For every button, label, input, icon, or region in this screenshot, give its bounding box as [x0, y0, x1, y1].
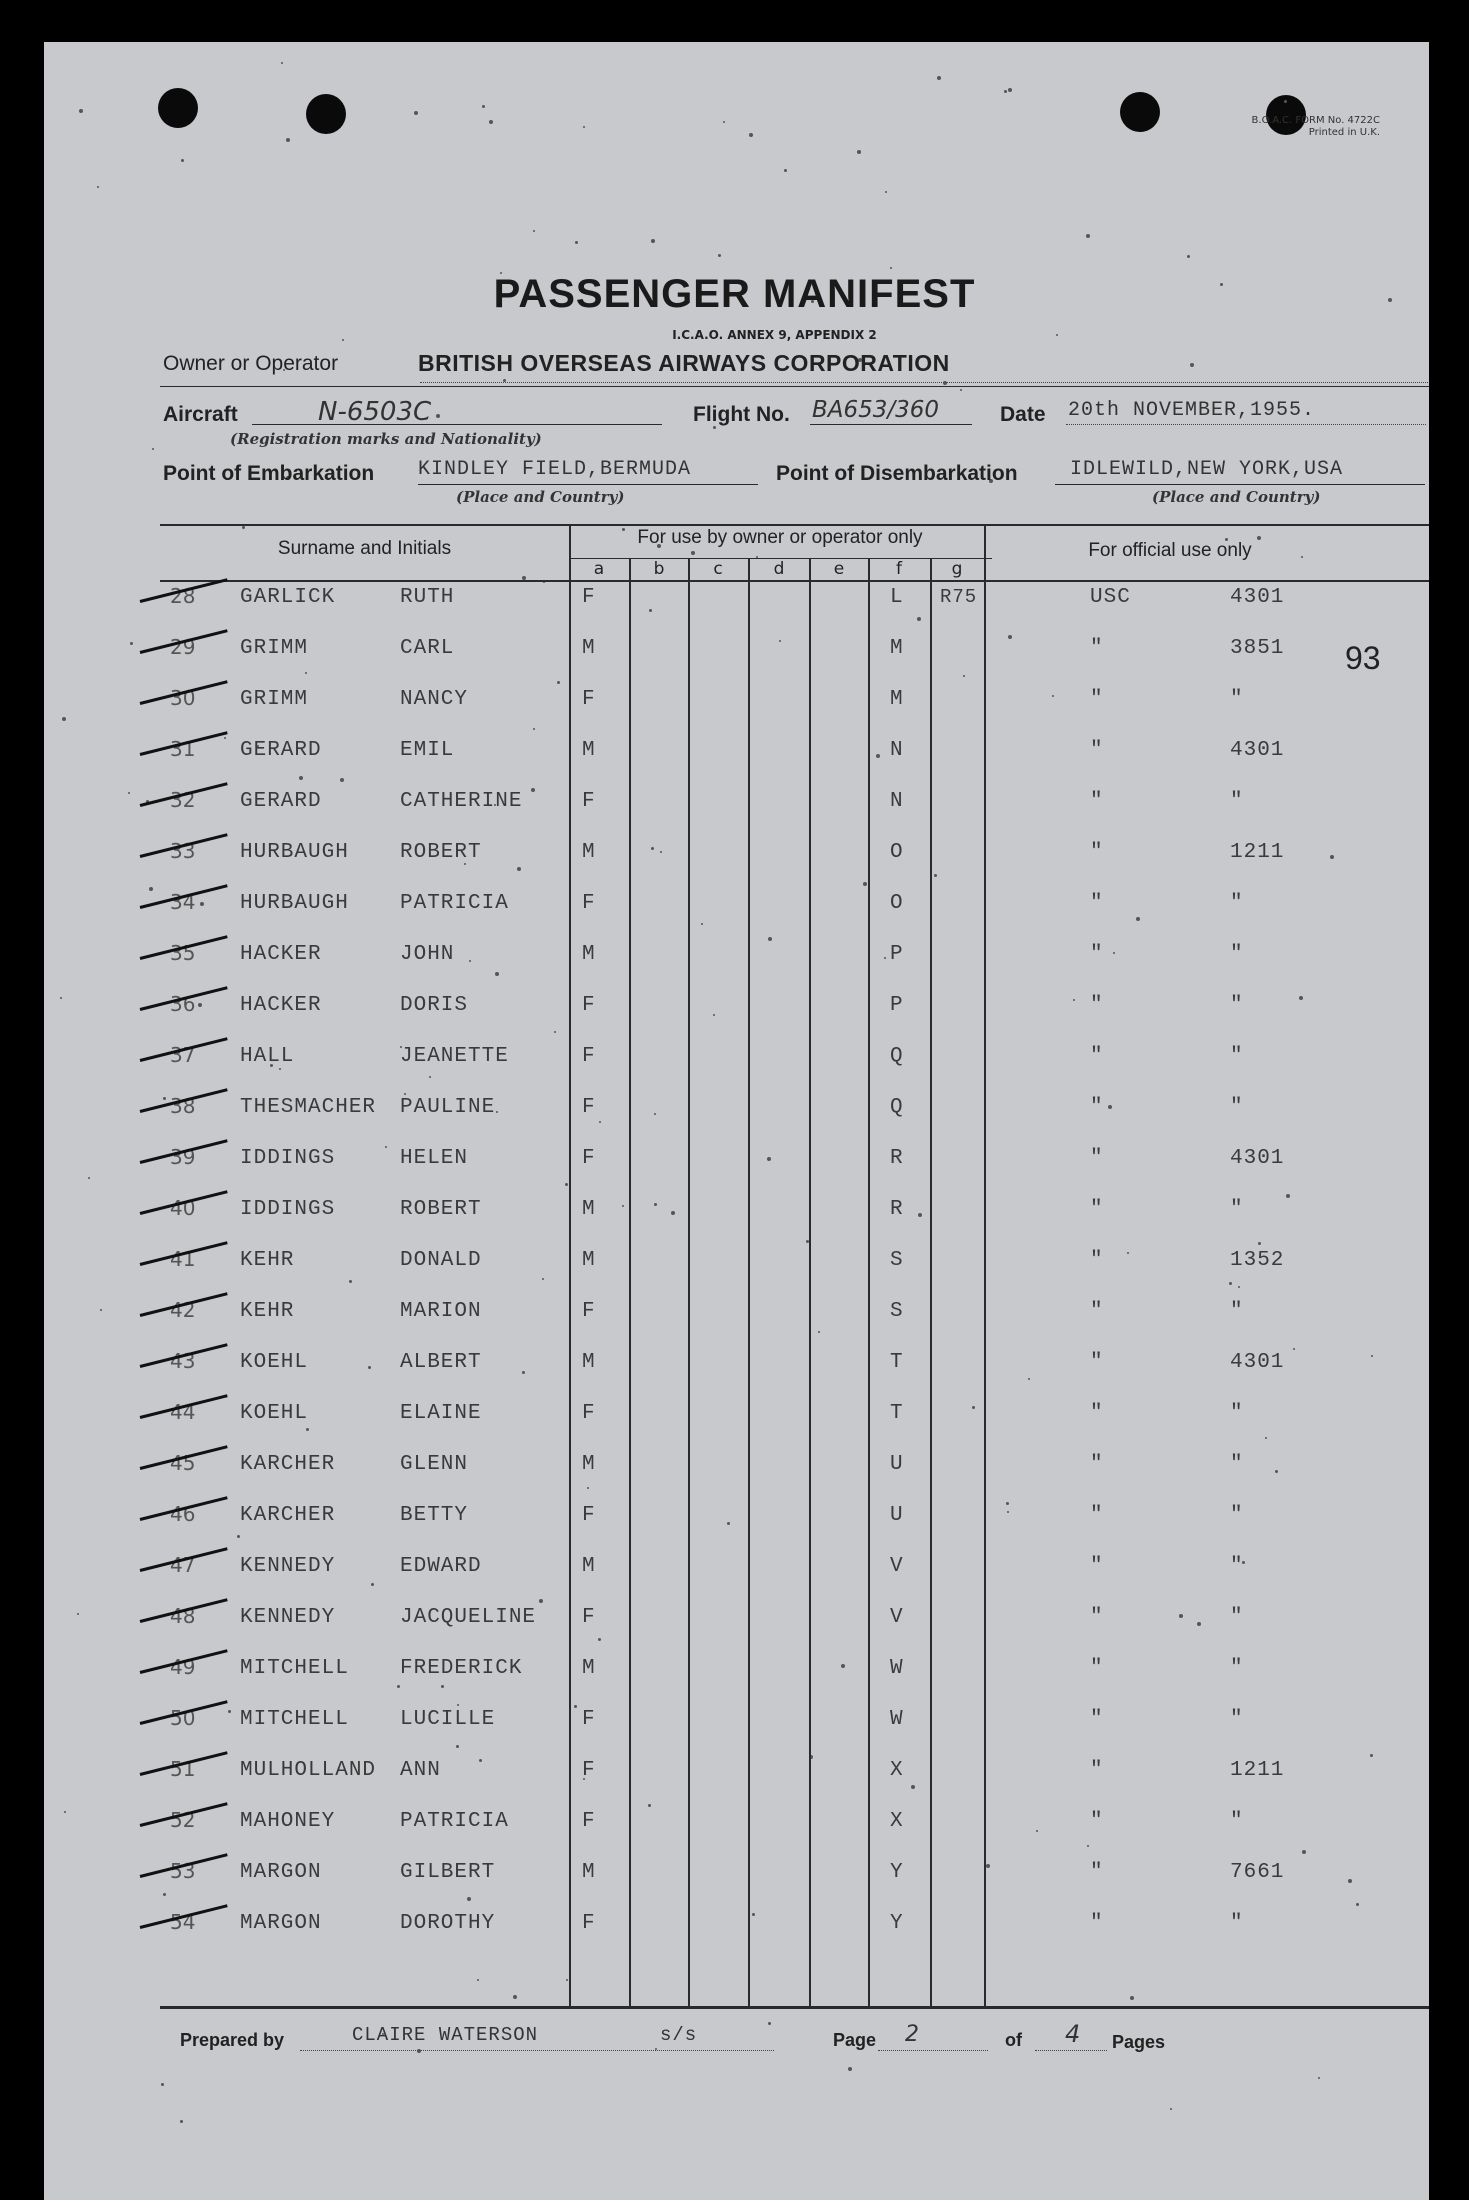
- passenger-group: Y: [890, 1861, 904, 1884]
- passenger-group: L: [890, 586, 904, 609]
- passenger-first-name: ELAINE: [400, 1402, 482, 1425]
- owner-rule: [420, 382, 1428, 383]
- table-head-rule: [160, 580, 1429, 582]
- passenger-sex: F: [582, 1810, 596, 1833]
- passenger-surname: KEHR: [240, 1249, 295, 1272]
- passenger-first-name: LUCILLE: [400, 1708, 496, 1731]
- official-number: ": [1230, 1657, 1244, 1680]
- passenger-number: 47: [170, 1553, 196, 1577]
- passenger-sex: F: [582, 688, 596, 711]
- passenger-group: T: [890, 1402, 904, 1425]
- official-code: ": [1090, 1759, 1104, 1782]
- embark-note: (Place and Country): [456, 488, 625, 506]
- passenger-sex: M: [582, 1657, 596, 1680]
- official-number: 1211: [1230, 841, 1285, 864]
- official-number: 4301: [1230, 739, 1285, 762]
- passenger-first-name: HELEN: [400, 1147, 469, 1170]
- passenger-group: Q: [890, 1096, 904, 1119]
- passenger-group: S: [890, 1300, 904, 1323]
- passenger-group: N: [890, 790, 904, 813]
- passenger-group: P: [890, 943, 904, 966]
- aircraft-note: (Registration marks and Nationality): [230, 430, 542, 448]
- pages-label: Pages: [1112, 2032, 1166, 2052]
- passenger-group: W: [890, 1657, 904, 1680]
- passenger-surname: MULHOLLAND: [240, 1759, 377, 1782]
- passenger-group: Q: [890, 1045, 904, 1068]
- passenger-sex: M: [582, 1861, 596, 1884]
- official-code: ": [1090, 892, 1104, 915]
- table-row: [0, 1759, 1469, 1799]
- passenger-sex: F: [582, 1096, 596, 1119]
- passenger-sex: F: [582, 1147, 596, 1170]
- official-code: ": [1090, 841, 1104, 864]
- paper-speck: [1190, 363, 1194, 367]
- flight-value: BA653/360: [812, 397, 940, 423]
- passenger-sex: F: [582, 1759, 596, 1782]
- passenger-first-name: PATRICIA: [400, 892, 509, 915]
- paper-speck: [1356, 1903, 1359, 1906]
- passenger-first-name: DORIS: [400, 994, 469, 1017]
- table-row: [0, 1147, 1469, 1187]
- passenger-sex: F: [582, 892, 596, 915]
- owner-label: Owner or Operator: [163, 352, 339, 375]
- official-number: ": [1230, 790, 1244, 813]
- table-row: [0, 1096, 1469, 1136]
- passenger-number: 35: [170, 941, 196, 965]
- embark-rule: [418, 484, 758, 485]
- passenger-sex: F: [582, 1504, 596, 1527]
- col-head-d: d: [773, 559, 785, 579]
- passenger-sex: M: [582, 1198, 596, 1221]
- paper-speck: [97, 186, 99, 188]
- official-number: 3851: [1230, 637, 1285, 660]
- official-code: ": [1090, 1402, 1104, 1425]
- passenger-number: 34: [170, 890, 196, 914]
- passenger-surname: GRIMM: [240, 688, 309, 711]
- passenger-group: V: [890, 1555, 904, 1578]
- aircraft-value: N-6503C: [318, 397, 432, 427]
- page-title: PASSENGER MANIFEST: [493, 272, 976, 316]
- passenger-surname: HURBAUGH: [240, 892, 349, 915]
- paper-speck: [1008, 88, 1012, 92]
- disembark-value: IDLEWILD,NEW YORK,USA: [1070, 458, 1344, 481]
- passenger-number: 42: [170, 1298, 196, 1322]
- paper-speck: [181, 159, 184, 162]
- passenger-number: 33: [170, 839, 196, 863]
- passenger-first-name: JEANETTE: [400, 1045, 509, 1068]
- passenger-first-name: ANN: [400, 1759, 441, 1782]
- col-head-c: c: [713, 559, 723, 579]
- page-rule: [878, 2050, 988, 2051]
- official-code: ": [1090, 1096, 1104, 1119]
- official-code: ": [1090, 688, 1104, 711]
- passenger-first-name: EDWARD: [400, 1555, 482, 1578]
- official-code: ": [1090, 1606, 1104, 1629]
- passenger-number: 43: [170, 1349, 196, 1373]
- passenger-surname: MAHONEY: [240, 1810, 336, 1833]
- official-code: ": [1090, 1555, 1104, 1578]
- official-code: ": [1090, 739, 1104, 762]
- of-label: of: [1005, 2030, 1022, 2050]
- passenger-sex: F: [582, 1402, 596, 1425]
- official-code: ": [1090, 1198, 1104, 1221]
- prepared-value: CLAIRE WATERSON: [352, 2024, 539, 2046]
- passenger-sex: F: [582, 1300, 596, 1323]
- official-code: ": [1090, 1810, 1104, 1833]
- page-label: Page: [833, 2030, 877, 2050]
- passenger-number: 36: [170, 992, 196, 1016]
- paper-speck: [768, 937, 772, 941]
- embark-label: Point of Embarkation: [163, 462, 375, 485]
- passenger-group: M: [890, 688, 904, 711]
- passenger-first-name: ROBERT: [400, 1198, 482, 1221]
- page-value: 2: [905, 2022, 919, 2047]
- paper-speck: [768, 2022, 771, 2025]
- passenger-group: R: [890, 1198, 904, 1221]
- col-head-f: f: [896, 559, 902, 579]
- official-number: ": [1230, 1453, 1244, 1476]
- paper-speck: [1302, 1850, 1306, 1854]
- official-number: 4301: [1230, 1147, 1285, 1170]
- passenger-surname: GRIMM: [240, 637, 309, 660]
- passenger-first-name: GILBERT: [400, 1861, 496, 1884]
- passenger-first-name: CARL: [400, 637, 455, 660]
- table-row: [0, 1198, 1469, 1238]
- official-code: ": [1090, 1147, 1104, 1170]
- passenger-number: 28: [170, 584, 196, 608]
- official-number: ": [1230, 1198, 1244, 1221]
- table-row: [0, 586, 1469, 626]
- of-rule: [1035, 2050, 1107, 2051]
- passenger-number: 31: [170, 737, 196, 761]
- official-number: ": [1230, 943, 1244, 966]
- official-number: ": [1230, 1810, 1244, 1833]
- aircraft-rule: [252, 424, 662, 425]
- passenger-number: 40: [170, 1196, 196, 1220]
- paper-speck: [885, 191, 887, 193]
- paper-speck: [566, 1979, 568, 1981]
- passenger-surname: HACKER: [240, 994, 322, 1017]
- paper-speck: [79, 109, 83, 113]
- of-value: 4: [1065, 2020, 1081, 2048]
- official-code: ": [1090, 1300, 1104, 1323]
- passenger-sex: F: [582, 994, 596, 1017]
- passenger-sex: M: [582, 637, 596, 660]
- passenger-group: M: [890, 637, 904, 660]
- passenger-sex: M: [582, 739, 596, 762]
- passenger-group: X: [890, 1810, 904, 1833]
- passenger-sex: F: [582, 1045, 596, 1068]
- paper-speck: [513, 1995, 517, 1999]
- passenger-number: 54: [170, 1910, 196, 1934]
- date-value: 20th NOVEMBER,1955.: [1068, 399, 1316, 422]
- date-rule: [1066, 424, 1426, 425]
- passenger-surname: KOEHL: [240, 1402, 309, 1425]
- aircraft-label: Aircraft: [163, 403, 238, 426]
- paper-speck: [242, 526, 245, 529]
- passenger-sex: M: [582, 1555, 596, 1578]
- disembark-note: (Place and Country): [1152, 488, 1321, 506]
- table-row: [0, 1606, 1469, 1646]
- passenger-surname: KOEHL: [240, 1351, 309, 1374]
- official-code: ": [1090, 943, 1104, 966]
- punch-hole-icon: [1120, 92, 1160, 132]
- passenger-first-name: FREDERICK: [400, 1657, 523, 1680]
- official-number: ": [1230, 994, 1244, 1017]
- table-row: [0, 1504, 1469, 1544]
- passenger-first-name: ROBERT: [400, 841, 482, 864]
- table-row: [0, 688, 1469, 728]
- col-head-b: b: [653, 559, 665, 579]
- official-number: ": [1230, 1300, 1244, 1323]
- official-number: ": [1230, 1912, 1244, 1935]
- table-bottom-rule: [160, 2006, 1429, 2009]
- official-code: ": [1090, 1351, 1104, 1374]
- passenger-first-name: MARION: [400, 1300, 482, 1323]
- paper-speck: [539, 1599, 543, 1603]
- passenger-group: U: [890, 1453, 904, 1476]
- passenger-group: S: [890, 1249, 904, 1272]
- passenger-surname: KARCHER: [240, 1504, 336, 1527]
- prepared-suffix: s/s: [660, 2024, 698, 2046]
- official-code: USC: [1090, 586, 1131, 609]
- passenger-group: O: [890, 892, 904, 915]
- prepared-rule: [300, 2050, 774, 2051]
- table-row: [0, 1657, 1469, 1697]
- passenger-group: T: [890, 1351, 904, 1374]
- margin-note: 93: [1345, 640, 1381, 676]
- official-number: ": [1230, 1555, 1244, 1578]
- official-code: ": [1090, 1861, 1104, 1884]
- official-number: 1211: [1230, 1759, 1285, 1782]
- paper-speck: [1370, 1754, 1373, 1757]
- passenger-group: N: [890, 739, 904, 762]
- official-code: ": [1090, 637, 1104, 660]
- col-head-a: a: [593, 559, 605, 579]
- passenger-surname: THESMACHER: [240, 1096, 377, 1119]
- table-row: [0, 892, 1469, 932]
- paper-speck: [691, 551, 695, 555]
- col-head-surname: Surname and Initials: [277, 538, 452, 559]
- passenger-sex: F: [582, 1606, 596, 1629]
- passenger-surname: MARGON: [240, 1912, 322, 1935]
- passenger-surname: HURBAUGH: [240, 841, 349, 864]
- passenger-first-name: ALBERT: [400, 1351, 482, 1374]
- passenger-surname: KENNEDY: [240, 1555, 336, 1578]
- passenger-surname: GARLICK: [240, 586, 336, 609]
- table-row: [0, 1402, 1469, 1442]
- table-row: [0, 790, 1469, 830]
- table-row: [0, 994, 1469, 1034]
- form-printed-line: Printed in U.K.: [1308, 127, 1380, 138]
- official-code: ": [1090, 1708, 1104, 1731]
- passenger-group: U: [890, 1504, 904, 1527]
- passenger-sex: F: [582, 790, 596, 813]
- passenger-surname: IDDINGS: [240, 1147, 336, 1170]
- passenger-number: 30: [170, 686, 196, 710]
- passenger-surname: KENNEDY: [240, 1606, 336, 1629]
- date-label: Date: [1000, 403, 1046, 426]
- passenger-number: 50: [170, 1706, 196, 1730]
- passenger-surname: KARCHER: [240, 1453, 336, 1476]
- passenger-surname: GERARD: [240, 790, 322, 813]
- paper-speck: [152, 448, 154, 450]
- passenger-first-name: DOROTHY: [400, 1912, 496, 1935]
- passenger-number: 38: [170, 1094, 196, 1118]
- official-code: ": [1090, 1657, 1104, 1680]
- table-row: [0, 637, 1469, 677]
- paper-speck: [286, 138, 290, 142]
- official-code: ": [1090, 1912, 1104, 1935]
- disembark-rule: [1055, 484, 1425, 485]
- passenger-group: R: [890, 1147, 904, 1170]
- passenger-sex: F: [582, 1912, 596, 1935]
- official-number: ": [1230, 892, 1244, 915]
- passenger-surname: HALL: [240, 1045, 295, 1068]
- official-number: 7661: [1230, 1861, 1285, 1884]
- passenger-number: 52: [170, 1808, 196, 1832]
- official-number: ": [1230, 1708, 1244, 1731]
- table-row: [0, 1453, 1469, 1493]
- passenger-group: W: [890, 1708, 904, 1731]
- passenger-sex: M: [582, 1453, 596, 1476]
- col-head-e: e: [833, 559, 845, 579]
- prepared-label: Prepared by: [180, 2030, 285, 2050]
- passenger-surname: GERARD: [240, 739, 322, 762]
- official-number: ": [1230, 1096, 1244, 1119]
- official-number: ": [1230, 1045, 1244, 1068]
- passenger-sex: M: [582, 1249, 596, 1272]
- passenger-first-name: NANCY: [400, 688, 469, 711]
- official-number: 1352: [1230, 1249, 1285, 1272]
- official-code: ": [1090, 994, 1104, 1017]
- passenger-first-name: PATRICIA: [400, 1810, 509, 1833]
- official-number: 4301: [1230, 586, 1285, 609]
- passenger-surname: KEHR: [240, 1300, 295, 1323]
- passenger-surname: MITCHELL: [240, 1657, 349, 1680]
- header-rule: [160, 386, 1429, 387]
- paper-speck: [1130, 1996, 1134, 2000]
- owner-value: BRITISH OVERSEAS AIRWAYS CORPORATION: [418, 350, 950, 376]
- table-row: [0, 943, 1469, 983]
- passenger-number: 39: [170, 1145, 196, 1169]
- paper-speck: [937, 76, 941, 80]
- passenger-group: P: [890, 994, 904, 1017]
- passenger-number: 44: [170, 1400, 196, 1424]
- table-row: [0, 1708, 1469, 1748]
- passenger-first-name: BETTY: [400, 1504, 469, 1527]
- passenger-number: 46: [170, 1502, 196, 1526]
- page-subtitle: I.C.A.O. ANNEX 9, APPENDIX 2: [672, 328, 877, 342]
- passenger-first-name: GLENN: [400, 1453, 469, 1476]
- table-row: [0, 739, 1469, 779]
- paper-speck: [848, 2067, 852, 2071]
- passenger-first-name: DONALD: [400, 1249, 482, 1272]
- col-head-official: For official use only: [1088, 540, 1252, 561]
- passenger-first-name: PAULINE: [400, 1096, 496, 1119]
- passenger-note: R75: [940, 586, 978, 608]
- table-row: [0, 1861, 1469, 1901]
- official-code: ": [1090, 1504, 1104, 1527]
- passenger-number: 32: [170, 788, 196, 812]
- official-number: ": [1230, 1606, 1244, 1629]
- flight-label: Flight No.: [693, 403, 790, 426]
- passenger-first-name: EMIL: [400, 739, 455, 762]
- passenger-sex: F: [582, 1708, 596, 1731]
- paper-speck: [533, 230, 535, 232]
- table-row: [0, 1045, 1469, 1085]
- passenger-group: V: [890, 1606, 904, 1629]
- table-row: [0, 1810, 1469, 1850]
- passenger-first-name: JOHN: [400, 943, 455, 966]
- passenger-surname: IDDINGS: [240, 1198, 336, 1221]
- paper-speck: [489, 120, 493, 124]
- passenger-surname: MITCHELL: [240, 1708, 349, 1731]
- passenger-first-name: CATHERINE: [400, 790, 523, 813]
- punch-hole-icon: [306, 94, 346, 134]
- passenger-first-name: JACQUELINE: [400, 1606, 537, 1629]
- passenger-surname: MARGON: [240, 1861, 322, 1884]
- passenger-sex: M: [582, 841, 596, 864]
- flight-rule: [810, 424, 972, 425]
- paper-speck: [281, 62, 283, 64]
- passenger-number: 45: [170, 1451, 196, 1475]
- passenger-surname: HACKER: [240, 943, 322, 966]
- passenger-number: 48: [170, 1604, 196, 1628]
- passenger-number: 53: [170, 1859, 196, 1883]
- passenger-sex: M: [582, 943, 596, 966]
- paper-speck: [648, 1804, 651, 1807]
- col-head-g: g: [951, 559, 963, 579]
- paper-speck: [575, 241, 578, 244]
- official-code: ": [1090, 1249, 1104, 1272]
- form-number-line: B.O.A.C. FORM No. 4722C: [1251, 115, 1380, 126]
- passenger-number: 51: [170, 1757, 196, 1781]
- table-row: [0, 1249, 1469, 1289]
- col-head-owner-use: For use by owner or operator only: [637, 527, 923, 548]
- punch-hole-icon: [158, 88, 198, 128]
- official-number: ": [1230, 688, 1244, 711]
- embark-value: KINDLEY FIELD,BERMUDA: [418, 458, 692, 481]
- paper-speck: [482, 105, 485, 108]
- table-row: [0, 1351, 1469, 1391]
- table-row: [0, 841, 1469, 881]
- passenger-number: 41: [170, 1247, 196, 1271]
- table-row: [0, 1555, 1469, 1595]
- passenger-number: 29: [170, 635, 196, 659]
- passenger-number: 37: [170, 1043, 196, 1067]
- passenger-sex: M: [582, 1351, 596, 1374]
- passenger-sex: F: [582, 586, 596, 609]
- table-row: [0, 1300, 1469, 1340]
- passenger-group: O: [890, 841, 904, 864]
- passenger-group: Y: [890, 1912, 904, 1935]
- passenger-first-name: RUTH: [400, 586, 455, 609]
- official-number: ": [1230, 1402, 1244, 1425]
- official-code: ": [1090, 790, 1104, 813]
- table-row: [0, 1912, 1469, 1952]
- disembark-label: Point of Disembarkation: [776, 462, 1018, 485]
- official-number: 4301: [1230, 1351, 1285, 1374]
- table-top-rule: [160, 524, 1429, 526]
- passenger-number: 49: [170, 1655, 196, 1679]
- official-number: ": [1230, 1504, 1244, 1527]
- form-number: [1205, 115, 1380, 139]
- passenger-group: X: [890, 1759, 904, 1782]
- official-code: ": [1090, 1045, 1104, 1068]
- official-code: ": [1090, 1453, 1104, 1476]
